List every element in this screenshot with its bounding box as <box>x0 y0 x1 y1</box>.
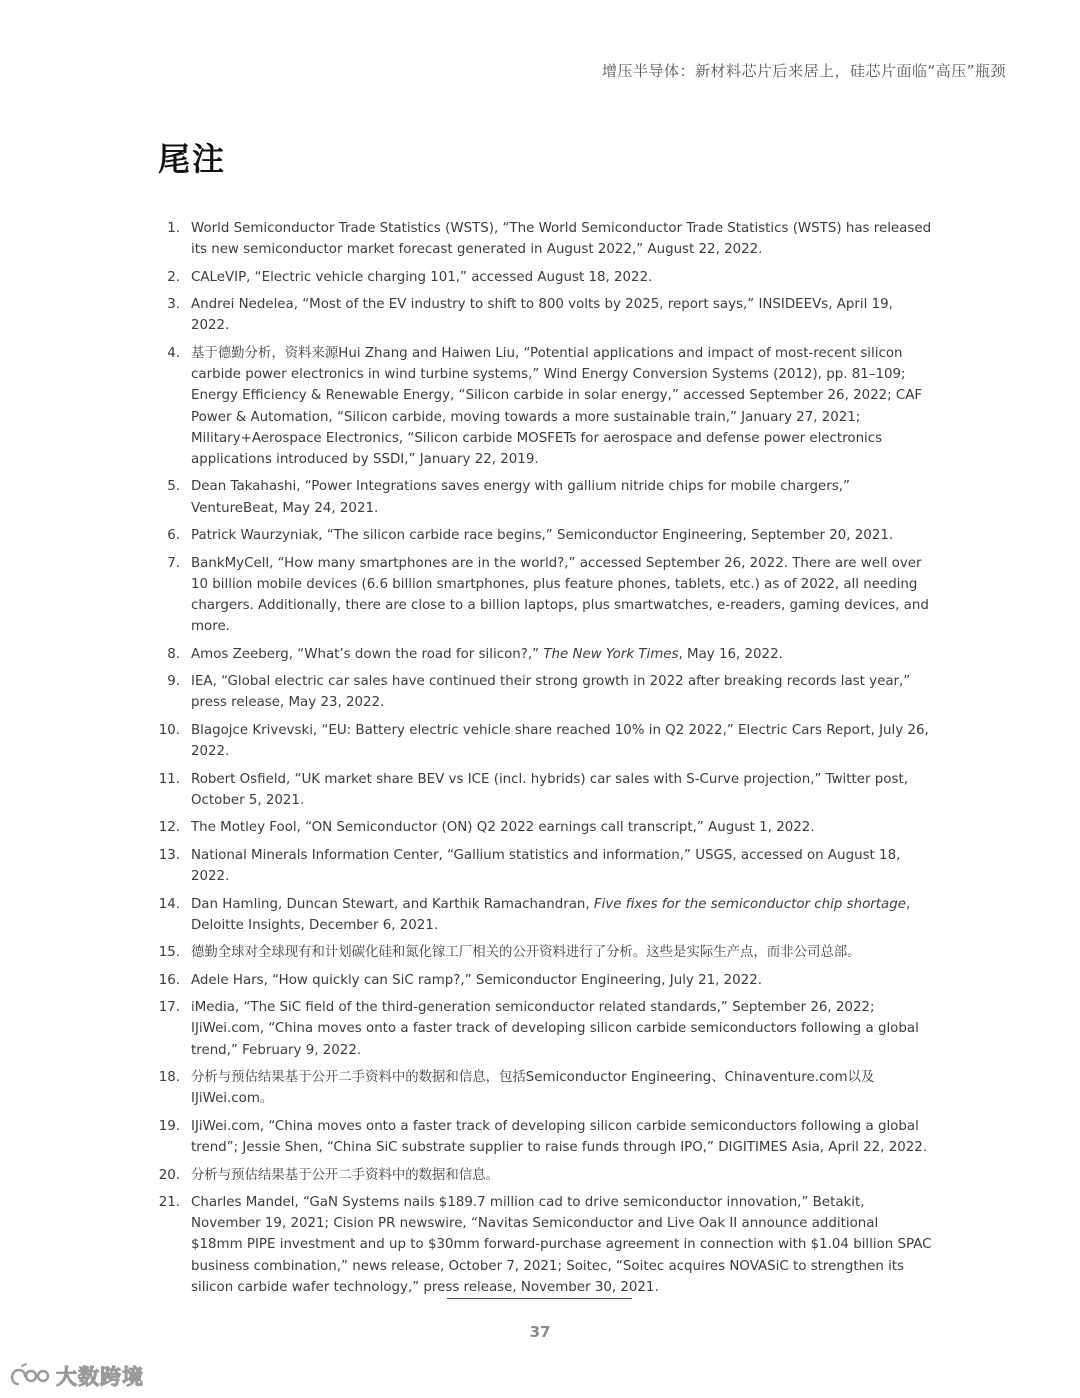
endnote-text-segment: National Minerals Information Center, “Gallium statistics and information,” USGS, accessed on August 18, 2022. <box>191 847 901 885</box>
endnote-number: 14. <box>158 896 180 912</box>
endnote-text-segment: The Motley Fool, “ON Semiconductor (ON) Q2 2022 earnings call transcript,” August 1, 2022. <box>191 820 815 836</box>
endnote-number: 15. <box>158 945 180 961</box>
watermark-text: 大数跨境 <box>56 1365 144 1389</box>
endnote-text <box>191 556 929 635</box>
endnote-text-segment: Patrick Waurzyniak, “The silicon carbide race begins,” Semiconductor Engineering, September 20, 2021. <box>191 528 894 544</box>
endnote-text <box>191 1000 919 1057</box>
endnote-text-segment: Blagojce Krivevski, “EU: Battery electric vehicle share reached 10% in Q2 2022,” Electric Cars Report, July 26, 2022. <box>191 722 929 760</box>
endnote-number: 8. <box>167 646 180 662</box>
endnote-text-segment: Amos Zeeberg, “What’s down the road for silicon?,” <box>191 646 544 662</box>
page-title: 尾注 <box>158 140 227 178</box>
endnote-number: 2. <box>167 269 180 285</box>
endnote-text <box>191 848 900 884</box>
endnote-text-segment: CALeVIP, “Electric vehicle charging 101,” accessed August 18, 2022. <box>191 269 653 285</box>
endnote-text <box>191 897 910 933</box>
endnote-text <box>191 772 908 808</box>
endnote-text <box>191 346 922 467</box>
endnote-text <box>191 221 931 257</box>
endnote-text-segment: Adele Hars, “How quickly can SiC ramp?,” Semiconductor Engineering, July 21, 2022. <box>191 972 762 988</box>
endnote-text <box>191 297 893 333</box>
endnotes-list <box>154 218 934 1304</box>
endnote-item <box>154 671 934 713</box>
endnote-item <box>154 644 934 665</box>
endnote-text <box>191 1168 499 1183</box>
watermark-logo-icon <box>8 1362 54 1390</box>
endnote-item <box>154 476 934 518</box>
endnote-text-segment: BankMyCell, “How many smartphones are in the world?,” accessed September 26, 2022. There are well over 10 billion mobile devices (6.6 billion smartphones, plus feature phones, tablets, etc.) as of 2022, all needing chargers. Additionally, there are close to a billion laptops, plus smartwatches, e-readers, gaming devices, and more. <box>191 555 929 635</box>
endnote-item <box>154 553 934 638</box>
endnote-item <box>154 1067 934 1109</box>
endnote-number: 18. <box>158 1070 180 1086</box>
page-number: 37 <box>529 1323 551 1341</box>
endnote-text-segment: iMedia, “The SiC field of the third-generation semiconductor related standards,” September 26, 2022; IJiWei.com, “China moves onto a faster track of developing silicon carbide semiconductors following a global trend,” February 9, 2022. <box>191 1000 919 1058</box>
endnote-item <box>154 817 934 838</box>
endnote-item <box>154 942 934 963</box>
endnote-text <box>191 820 815 835</box>
endnote-text <box>191 1195 932 1295</box>
endnote-text <box>191 479 850 515</box>
endnote-text-segment: Dean Takahashi, “Power Integrations saves energy with gallium nitride chips for mobile chargers,” VentureBeat, May 24, 2021. <box>191 479 850 516</box>
endnote-text-segment: Dan Hamling, Duncan Stewart, and Karthik Ramachandran, <box>191 896 594 912</box>
endnote-italic-title: Five fixes for the semiconductor chip shortage <box>593 896 906 912</box>
endnote-item <box>154 525 934 546</box>
running-header: 增压半导体：新材料芯片后来居上，硅芯片面临“高压”瓶颈 <box>601 62 1006 80</box>
endnote-text <box>191 945 861 960</box>
endnote-text-segment: World Semiconductor Trade Statistics (WSTS), “The World Semiconductor Trade Statistics (WSTS) has released its new semiconductor market forecast generated in August 2022,” August 22, 2022. <box>191 221 932 258</box>
endnote-number: 10. <box>158 722 180 738</box>
endnote-item <box>154 720 934 762</box>
endnote-text-segment: 基于德勤分析，资料来源Hui Zhang and Haiwen Liu, “Potential applications and impact of most-recent silicon carbide power electronics in wind turbine systems,” Wind Energy Conversion Systems (2012), pp. 81–109; Energy Efficiency & Renewable Energy, “Silicon carbide in solar energy,” accessed September 26, 2022; CAF Power & Automation, “Silicon carbide, moving towards a more sustainable train,” January 27, 2021; Military+Aerospace Electronics, “Silicon carbide MOSFETs for aerospace and defense power electronics applications introduced by SSDI,” January 22, 2019. <box>191 345 923 467</box>
endnote-number: 9. <box>167 674 180 690</box>
endnote-text <box>191 528 893 543</box>
endnote-number: 11. <box>158 771 180 787</box>
endnote-item <box>154 294 934 336</box>
endnote-item <box>154 769 934 811</box>
endnote-text <box>191 270 652 285</box>
endnote-item <box>154 997 934 1061</box>
endnote-number: 7. <box>167 555 180 571</box>
endnote-item <box>154 970 934 991</box>
endnote-number: 19. <box>158 1118 180 1134</box>
endnote-number: 5. <box>167 479 180 495</box>
endnote-item <box>154 343 934 470</box>
endnote-number: 6. <box>167 528 180 544</box>
endnote-text <box>191 647 783 662</box>
endnote-number: 1. <box>167 221 180 236</box>
endnote-number: 20. <box>158 1167 180 1183</box>
endnote-number: 4. <box>167 345 180 361</box>
endnote-item <box>154 1116 934 1158</box>
endnote-number: 12. <box>158 820 180 836</box>
endnote-text-segment: , Deloitte Insights, December 6, 2021. <box>191 896 911 933</box>
endnote-item <box>154 267 934 288</box>
endnote-item <box>154 894 934 936</box>
endnote-text <box>191 973 762 988</box>
endnote-number: 3. <box>167 297 180 313</box>
watermark <box>8 1361 144 1391</box>
endnote-text-segment: 分析与预估结果基于公开二手资料中的数据和信息。 <box>191 1167 499 1183</box>
endnote-text-segment: Andrei Nedelea, “Most of the EV industry to shift to 800 volts by 2025, report says,” INSIDEEVs, April 19, 2022. <box>191 297 893 334</box>
endnote-item <box>154 218 934 260</box>
endnote-text-segment: , May 16, 2022. <box>678 646 783 662</box>
endnote-text <box>191 674 910 710</box>
endnote-number: 21. <box>158 1195 180 1211</box>
endnote-text-segment: IJiWei.com, “China moves onto a faster track of developing silicon carbide semiconductors following a global trend”; Jessie Shen, “China SiC substrate supplier to raise funds through IPO,” DIGITIMES Asia, April 22, 2022. <box>191 1118 928 1156</box>
endnote-text-segment: Charles Mandel, “GaN Systems nails $189.7 million cad to drive semiconductor innovation,” Betakit, November 19, 2021; Cision PR newswire, “Navitas Semiconductor and Live Oak II announce additional $18mm PIPE investment and up to $30mm forward-purchase agreement in connection with $1.04 billion SPAC business combination,” news release, October 7, 2021; Soitec, “Soitec acquires NOVASiC to strengthen its silicon carbide wafer technology,” press release, November 30, 2021. <box>191 1195 932 1295</box>
endnote-number: 16. <box>158 972 180 988</box>
endnote-italic-title: The New York Times <box>543 646 679 662</box>
endnote-item <box>154 1165 934 1186</box>
endnote-text-segment: 德勤全球对全球现有和计划碳化硅和氮化镓工厂相关的公开资料进行了分析。这些是实际生产点，而非公司总部。 <box>191 945 861 961</box>
endnote-number: 17. <box>158 1000 180 1016</box>
endnote-text-segment: IEA, “Global electric car sales have continued their strong growth in 2022 after breaking records last year,” press release, May 23, 2022. <box>191 674 911 711</box>
endnote-item <box>154 1192 934 1298</box>
endnote-item <box>154 845 934 887</box>
endnote-text-segment: 分析与预估结果基于公开二手资料中的数据和信息，包括Semiconductor Engineering、Chinaventure.com以及IJiWei.com。 <box>191 1070 875 1107</box>
endnote-text-segment: Robert Osfield, “UK market share BEV vs ICE (incl. hybrids) car sales with S-Curve projection,” Twitter post, October 5, 2021. <box>191 771 908 808</box>
endnote-text <box>191 1070 874 1106</box>
endnote-number: 13. <box>158 847 180 863</box>
endnote-text <box>191 723 929 759</box>
endnote-text <box>191 1119 927 1155</box>
footer-divider <box>447 1298 632 1299</box>
